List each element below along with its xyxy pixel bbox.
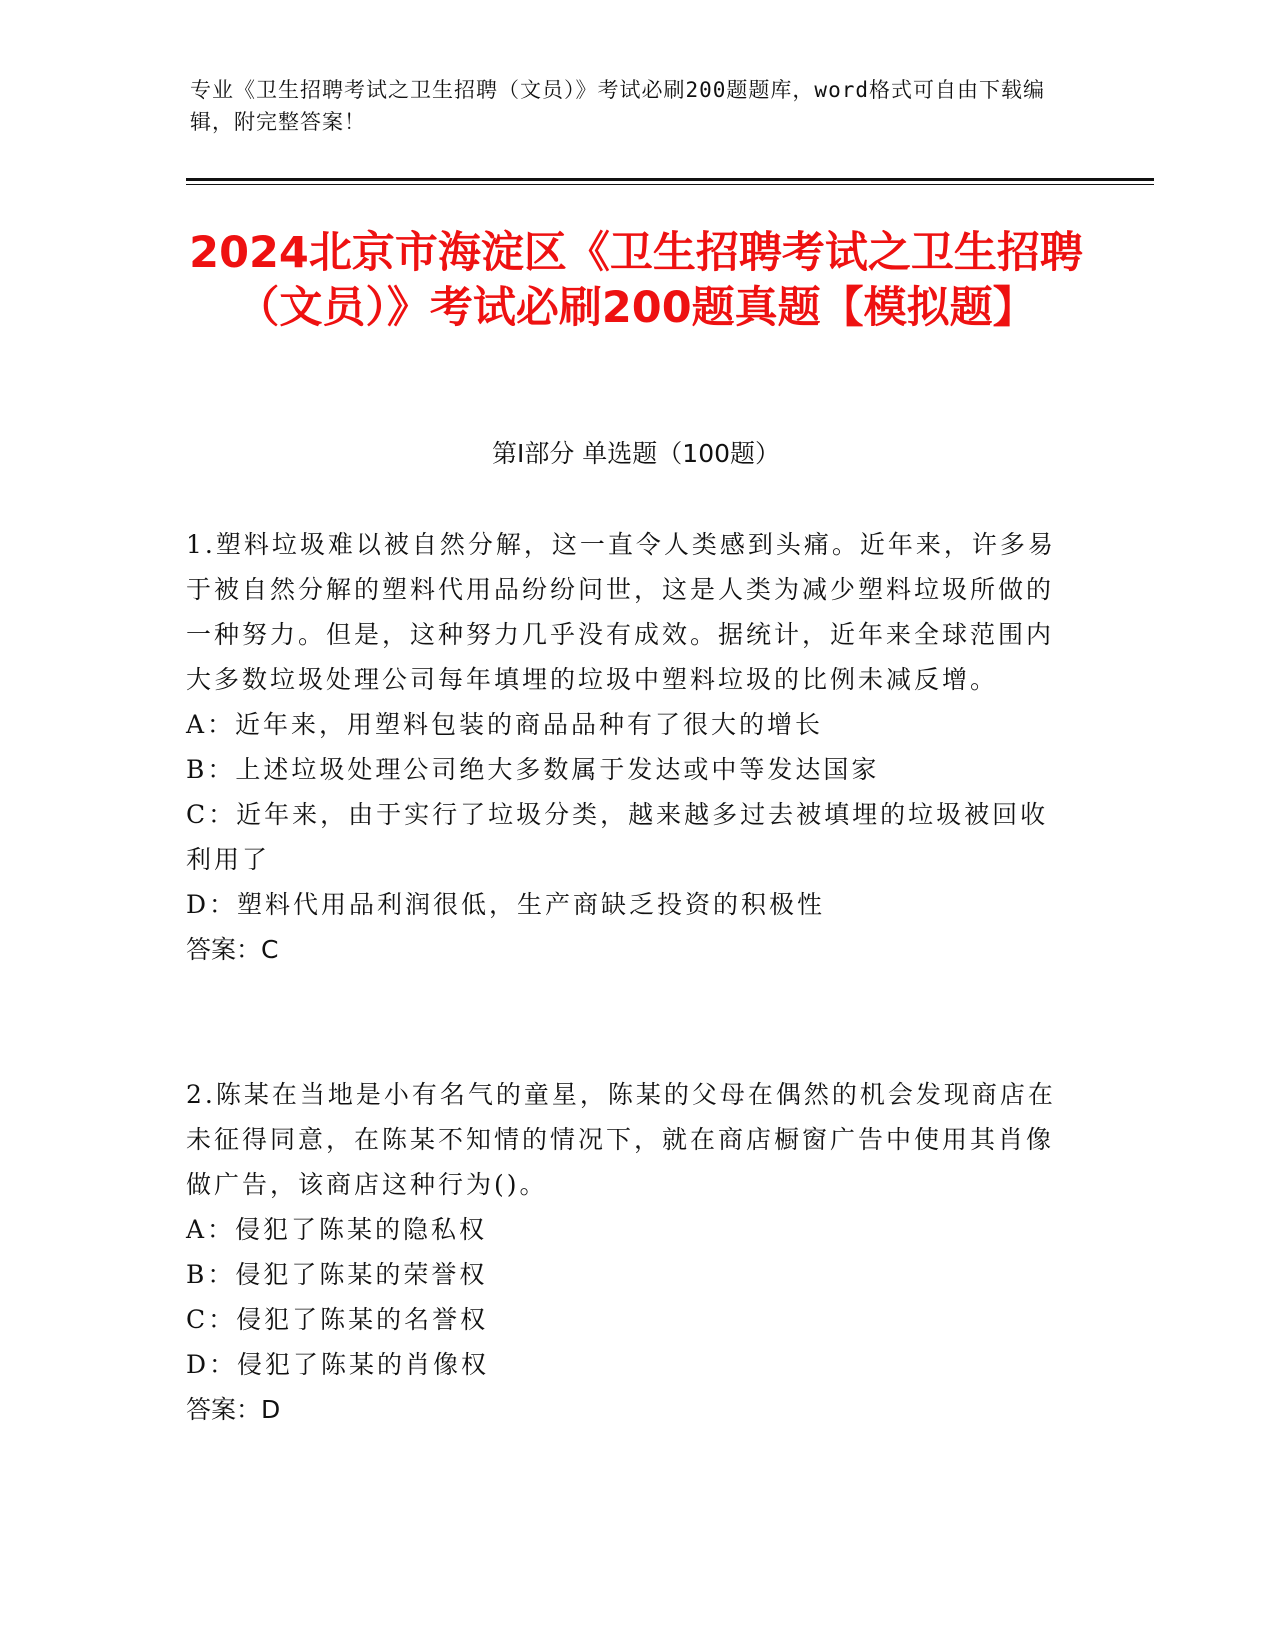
answer-line: 答案：D (186, 1395, 281, 1424)
option-b: B：上述垃圾处理公司绝大多数属于发达或中等发达国家 (186, 755, 880, 784)
option-b: B：侵犯了陈某的荣誉权 (186, 1260, 488, 1289)
document-title: 2024北京市海淀区《卫生招聘考试之卫生招聘（文员）》考试必刷200题真题【模拟题】 (189, 228, 1083, 333)
answer-line: 答案：C (186, 935, 279, 964)
option-a: A：侵犯了陈某的隐私权 (186, 1215, 488, 1244)
section-heading: 第Ⅰ部分 单选题（100题） (491, 439, 781, 468)
option-c: C：近年来，由于实行了垃圾分类，越来越多过去被填埋的垃圾被回收利用了 (186, 800, 1049, 874)
question-stem: 2.陈某在当地是小有名气的童星，陈某的父母在偶然的机会发现商店在未征得同意，在陈某不知情的情况下，就在商店橱窗广告中使用其肖像做广告，该商店这种行为()。 (186, 1080, 1056, 1199)
question-2 (186, 1072, 1066, 1432)
header-divider-thick (186, 178, 1154, 181)
question-stem: 1.塑料垃圾难以被自然分解，这一直令人类感到头痛。近年来，许多易于被自然分解的塑料代用品纷纷问世，这是人类为减少塑料垃圾所做的一种努力。但是，这种努力几乎没有成效。据统计，近年来全球范围内大多数垃圾处理公司每年填埋的垃圾中塑料垃圾的比例未减反增。 (186, 530, 1056, 694)
option-c: C：侵犯了陈某的名誉权 (186, 1305, 489, 1334)
option-d: D：塑料代用品利润很低，生产商缺乏投资的积极性 (186, 890, 826, 919)
header-divider-thin (186, 184, 1154, 185)
option-a: A：近年来，用塑料包装的商品品种有了很大的增长 (186, 710, 824, 739)
option-d: D：侵犯了陈某的肖像权 (186, 1350, 490, 1379)
question-1 (186, 522, 1066, 972)
header-note: 专业《卫生招聘考试之卫生招聘（文员）》考试必刷200题题库，word格式可自由下载编辑，附完整答案！ (190, 78, 1045, 134)
